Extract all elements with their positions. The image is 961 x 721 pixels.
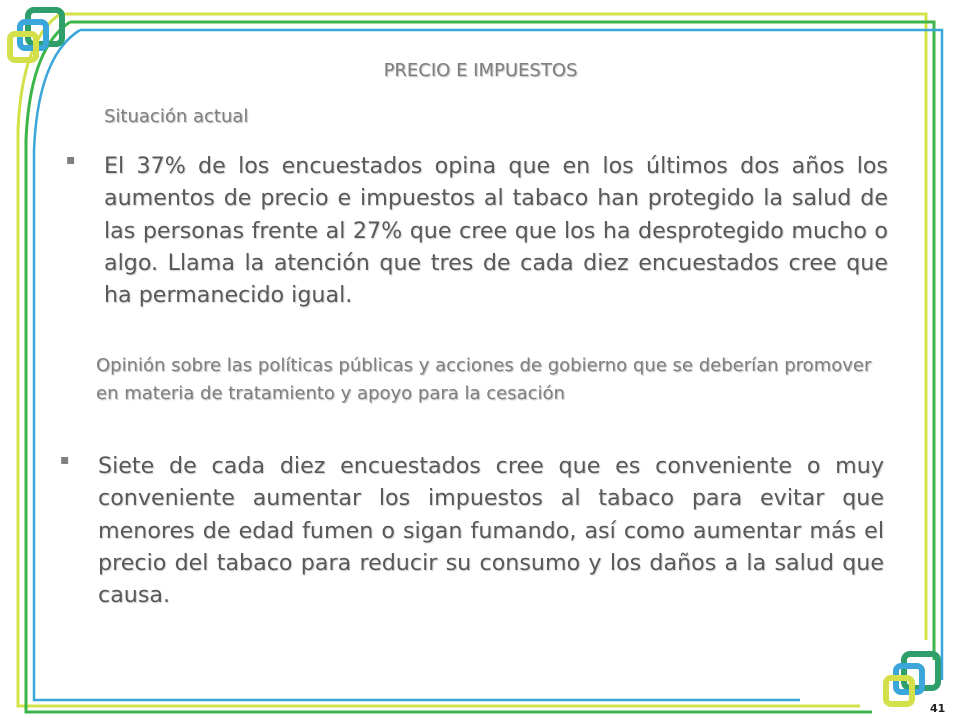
bullet-icon: ▪: [66, 152, 76, 168]
bullet-paragraph-1: [66, 150, 888, 311]
paragraph-text: El 37% de los encuestados opina que en los últimos dos años los aumentos de precio e impuestos al tabaco han protegido la salud de las personas frente al 27% que cree que los ha desprotegido mucho o algo. Llama la atención que tres de cada diez encuestados cree que ha permanecido igual.: [104, 153, 888, 309]
page-number: 41: [930, 702, 946, 715]
bullet-paragraph-2: [60, 450, 884, 611]
section-heading-public-policy: Opinión sobre las políticas públicas y acciones de gobierno que se deberían promover en materia de tratamiento y apoyo para la cesación: [96, 355, 872, 404]
slide-title: PRECIO E IMPUESTOS: [383, 60, 578, 81]
paragraph-text: Siete de cada diez encuestados cree que es conveniente o muy conveniente aumentar los impuestos al tabaco para evitar que menores de edad fumen o sigan fumando, así como aumentar más el precio del tabaco para reducir su consumo y los daños a la salud que causa.: [98, 453, 884, 609]
section-heading-current-situation: Situación actual: [104, 106, 249, 127]
bullet-icon: ▪: [60, 452, 70, 468]
